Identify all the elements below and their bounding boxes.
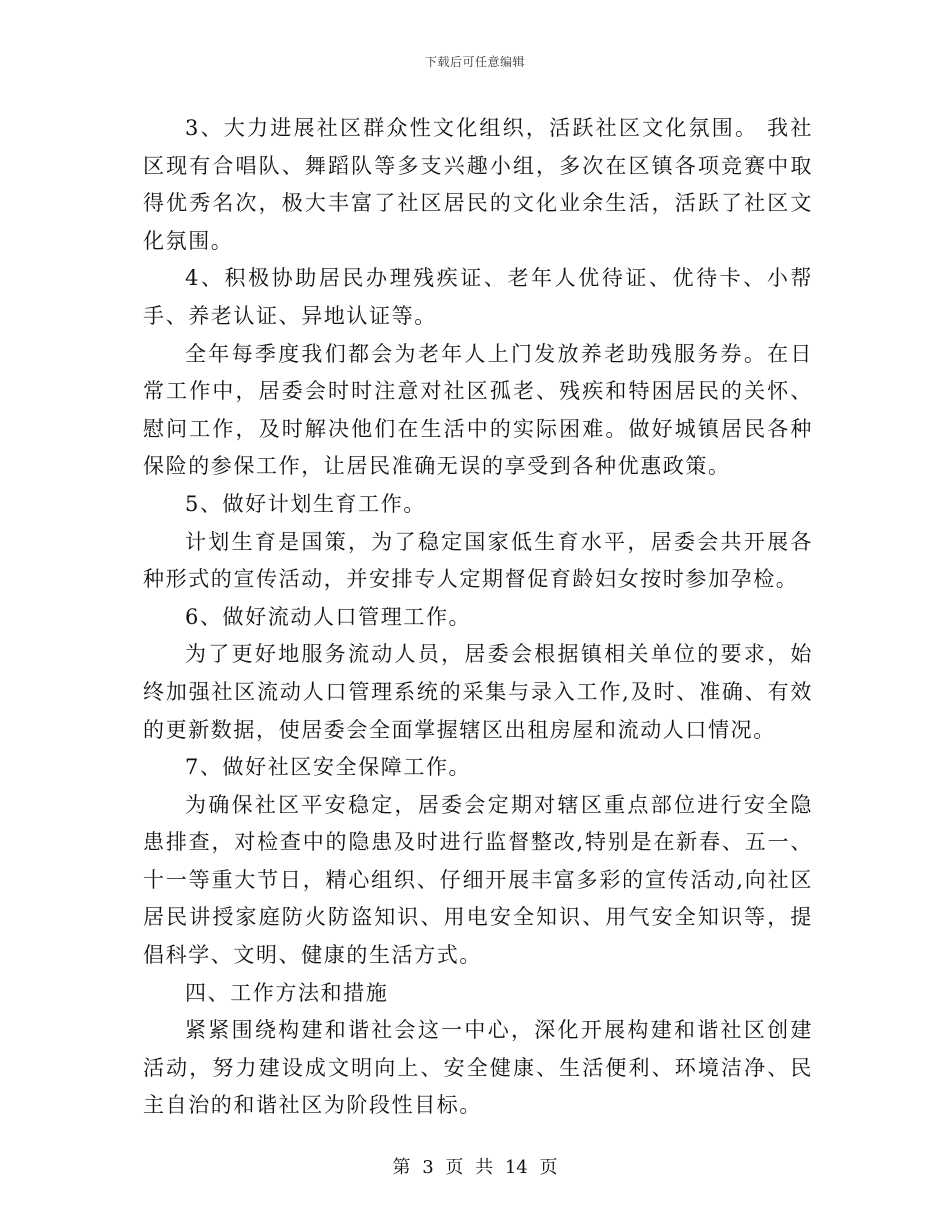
paragraph-elderly-services: 全年每季度我们都会为老年人上门发放养老助残服务券。在日常工作中，居委会时时注意对社区孤老、残疾和特困居民的关怀、慰问工作，及时解决他们在生活中的实际困难。做好城镇居民各种保险的参保工作，让居民准确无误的享受到各种优惠政策。 bbox=[143, 341, 813, 479]
heading-family-planning: 5、做好计划生育工作。 bbox=[185, 491, 426, 516]
heading-methods: 四、工作方法和措施 bbox=[185, 980, 389, 1005]
paragraph-methods: 紧紧围绕构建和谐社会这一中心，深化开展构建和谐社区创建活动，努力建设成文明向上、安全健康、生活便利、环境洁净、民主自治的和谐社区为阶段性目标。 bbox=[143, 1018, 813, 1118]
paragraph-safety: 为确保社区平安稳定，居委会定期对辖区重点部位进行安全隐患排查，对检查中的隐患及时进行监督整改,特别是在新春、五一、十一等重大节日，精心组织、仔细开展丰富多彩的宣传活动,向社区居民讲授家庭防火防盗知识、用电安全知识、用气安全知识等，提倡科学、文明、健康的生活方式。 bbox=[143, 792, 813, 968]
page-header: 下载后可任意编辑 bbox=[424, 55, 525, 69]
document-body bbox=[143, 110, 813, 1125]
heading-safety: 7、做好社区安全保障工作。 bbox=[185, 755, 472, 780]
paragraph-family-planning: 计划生育是国策，为了稳定国家低生育水平，居委会共开展各种形式的宣传活动，并安排专人定期督促育龄妇女按时参加孕检。 bbox=[143, 529, 813, 592]
paragraph-floating-population: 为了更好地服务流动人员，居委会根据镇相关单位的要求，始终加强社区流动人口管理系统的采集与录入工作,及时、准确、有效的更新数据，使居委会全面掌握辖区出租房屋和流动人口情况。 bbox=[143, 642, 813, 742]
paragraph-certificates: 4、积极协助居民办理残疾证、老年人优待证、优待卡、小帮手、养老认证、异地认证等。 bbox=[143, 266, 813, 328]
paragraph-culture: 3、大力进展社区群众性文化组织，活跃社区文化氛围。 我社区现有合唱队、舞蹈队等多支兴趣小组，多次在区镇各项竞赛中取得优秀名次，极大丰富了社区居民的文化业余生活，活跃了社区文化氛围。 bbox=[143, 116, 813, 253]
page-number-footer: 第 3 页 共 14 页 bbox=[392, 1157, 558, 1178]
heading-floating-population: 6、做好流动人口管理工作。 bbox=[185, 604, 472, 629]
